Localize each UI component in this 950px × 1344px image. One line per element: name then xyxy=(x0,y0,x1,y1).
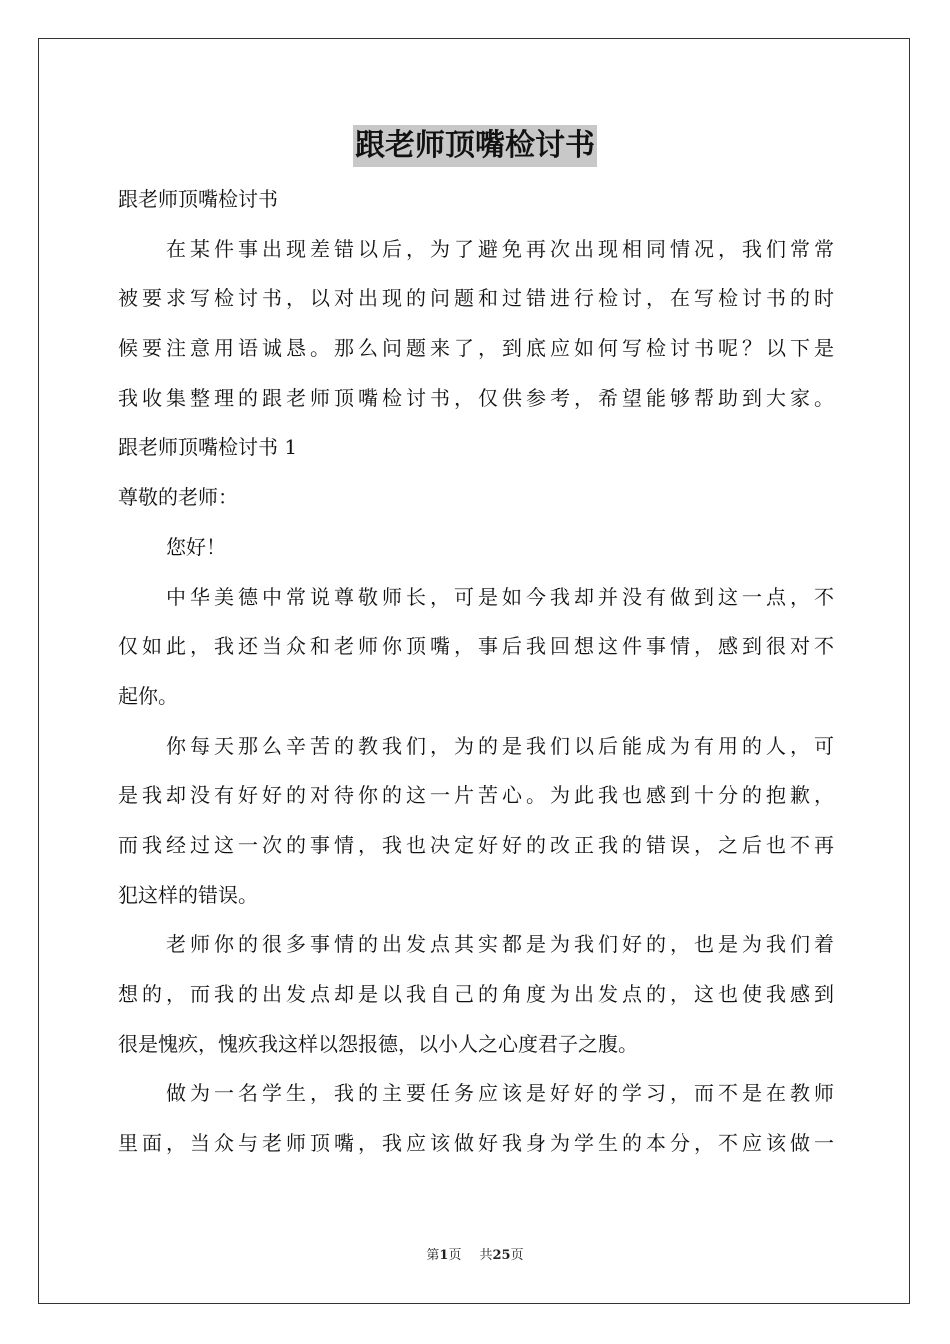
section-heading: 跟老师顶嘴检讨书 1 xyxy=(118,435,298,460)
body-line: 在某件事出现差错以后，为了避免再次出现相同情况，我们常常 xyxy=(166,236,834,261)
page-suffix: 页 xyxy=(448,1248,462,1263)
document-title: 跟老师顶嘴检讨书 xyxy=(353,125,597,167)
body-line: 跟老师顶嘴检讨书 xyxy=(118,187,278,211)
body-line: 里面，当众与老师顶嘴，我应该做好我身为学生的本分，不应该做一 xyxy=(118,1131,834,1156)
total-pages: 25 xyxy=(492,1248,511,1263)
total-prefix: 共 xyxy=(479,1248,493,1263)
page-number: 1 xyxy=(439,1248,449,1263)
body-line: 被要求写检讨书，以对出现的问题和过错进行检讨，在写检讨书的时 xyxy=(118,286,834,311)
body-line: 而我经过这一次的事情，我也决定好好的改正我的错误，之后也不再 xyxy=(118,832,834,857)
body-line: 起你。 xyxy=(118,683,178,708)
body-line: 老师你的很多事情的出发点其实都是为我们好的，也是为我们着 xyxy=(166,932,834,957)
body-line: 犯这样的错误。 xyxy=(118,882,258,907)
page-footer xyxy=(0,1246,950,1266)
total-suffix: 页 xyxy=(510,1248,524,1263)
body-line: 你每天那么辛苦的教我们，为的是我们以后能成为有用的人，可 xyxy=(166,733,834,758)
body-line: 做为一名学生，我的主要任务应该是好好的学习，而不是在教师 xyxy=(166,1081,834,1106)
greeting: 您好！ xyxy=(166,534,226,559)
body-line: 我收集整理的跟老师顶嘴检讨书，仅供参考，希望能够帮助到大家。 xyxy=(118,385,834,410)
body-line: 想的，而我的出发点却是以我自己的角度为出发点的，这也使我感到 xyxy=(118,982,834,1006)
body-line: 很是愧疚，愧疚我这样以怨报德，以小人之心度君子之腹。 xyxy=(118,1031,638,1056)
body-line: 是我却没有好好的对待你的这一片苦心。为此我也感到十分的抱歉， xyxy=(118,783,834,808)
salutation: 尊敬的老师： xyxy=(118,485,238,510)
title-container xyxy=(0,125,950,167)
document-body xyxy=(118,175,834,1169)
body-line: 中华美德中常说尊敬师长，可是如今我却并没有做到这一点，不 xyxy=(166,584,834,609)
body-line: 候要注意用语诚恳。那么问题来了，到底应如何写检讨书呢？以下是 xyxy=(118,336,834,361)
page-prefix: 第 xyxy=(426,1248,440,1263)
body-line: 仅如此，我还当众和老师你顶嘴，事后我回想这件事情，感到很对不 xyxy=(118,634,834,659)
